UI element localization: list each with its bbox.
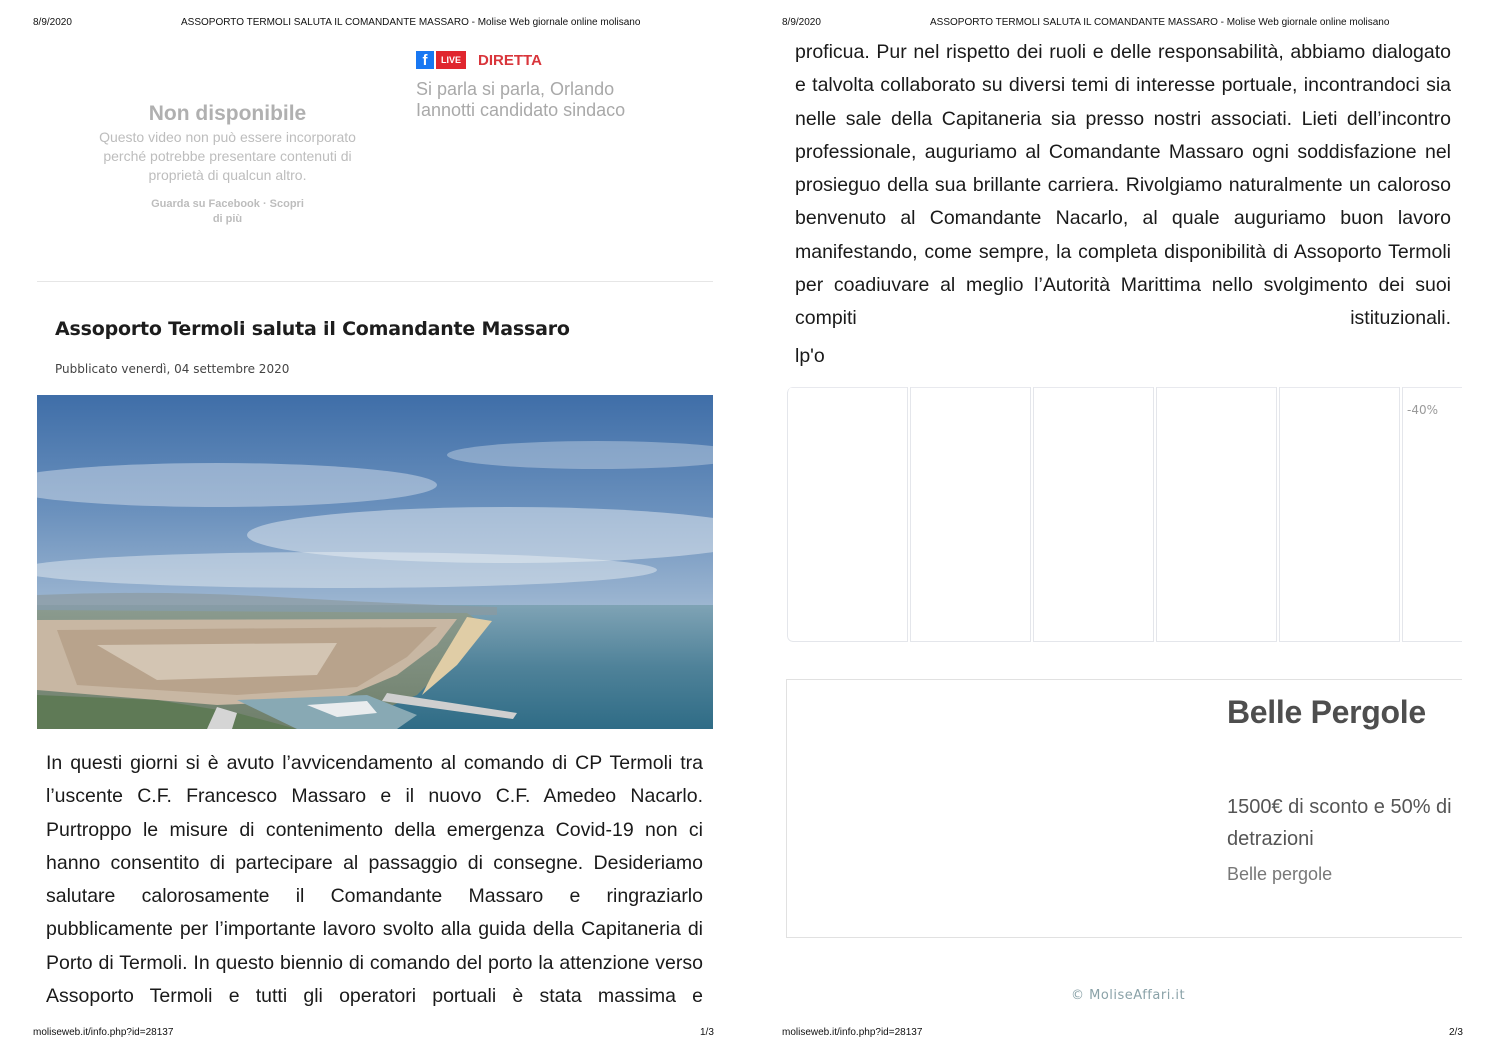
gallery-card[interactable] — [1402, 387, 1462, 642]
print-url: moliseweb.it/info.php?id=28137 — [782, 1027, 923, 1038]
live-label[interactable]: DIRETTA — [478, 51, 542, 69]
embedded-video-unavailable — [80, 102, 375, 227]
ad-title[interactable]: Belle Pergole — [1227, 694, 1426, 730]
gallery-card[interactable] — [1033, 387, 1154, 642]
ad-description: 1500€ di sconto e 50% di detrazioni — [1227, 796, 1452, 850]
gallery-card[interactable] — [910, 387, 1031, 642]
video-unavailable-title: Non disponibile — [148, 102, 307, 125]
print-page-number: 2/3 — [1449, 1027, 1463, 1038]
live-indicator[interactable] — [416, 51, 542, 69]
print-title: ASSOPORTO TERMOLI SALUTA IL COMANDANTE MASSARO - Molise Web giornale online molisano — [930, 17, 1390, 28]
gallery-card[interactable] — [787, 387, 908, 642]
print-date: 8/9/2020 — [33, 17, 72, 28]
article-body-part1: In questi giorni si è avuto l’avvicendamento al comando di CP Termoli tra l’uscente C.F. Francesco Massaro e il nuovo C.F. Amedeo Nacarlo. Purtroppo le misure di contenimento della emergenza Covid-19 non ci hanno consentito di partecipare al passaggio di consegne. Desideriamo salutare calorosamente il Comandante Massaro e ringraziarlo pubblicamente per l’importante lavoro svolto alla guida della Capitaneria di Porto di Termoli. In questo biennio di comando del porto la attenzione verso Assoporto Termoli e tutti gli operatori portuali è stata massima e — [46, 752, 703, 1008]
ad-brand: Belle pergole — [1227, 864, 1333, 884]
sponsored-ad[interactable] — [786, 679, 1462, 938]
article-signature: lp'o — [795, 345, 825, 367]
pdf-page-1 — [0, 0, 748, 1058]
divider — [37, 281, 713, 282]
article-photo-termoli-aerial — [37, 395, 713, 729]
live-badge: LIVE — [436, 51, 466, 69]
product-gallery[interactable] — [787, 387, 1462, 642]
video-facebook-links[interactable]: Guarda su Facebook · Scopri di più — [151, 198, 304, 225]
gallery-card[interactable] — [1156, 387, 1277, 642]
video-unavailable-message: Questo video non può essere incorporato perché potrebbe presentare contenuti di proprietà di qualcun altro. — [99, 129, 356, 183]
article-body-part2: proficua. Pur nel rispetto dei ruoli e delle responsabilità, abbiamo dialogato e talvolta collaborato su diversi temi di interesse portuale, incontrandoci sia nelle sale della Capitaneria sia presso nostri associati. Lieti dell’incontro professionale, auguriamo al Comandante Massaro ogni soddisfazione nel prosieguo della sua brillante carriera. Rivolgiamo naturalmente un caloroso benvenuto al Comandante Nacarlo, al quale auguriamo buon lavoro manifestando, come sempre, la completa disponibilità di Assoporto Termoli per coadiuvare al meglio l’Autorità Marittima nello svolgimento dei suoi compiti istituzionali. — [795, 41, 1451, 330]
article-title: Assoporto Termoli saluta il Comandante Massaro — [55, 318, 570, 340]
print-date: 8/9/2020 — [782, 17, 821, 28]
print-page-number: 1/3 — [700, 1027, 714, 1038]
moliseaffari-credit[interactable]: © MoliseAffari.it — [1071, 988, 1186, 1003]
article-publish-date: Pubblicato venerdì, 04 settembre 2020 — [55, 362, 290, 376]
discount-badge: -40% — [1407, 403, 1439, 417]
gallery-card[interactable] — [1279, 387, 1400, 642]
facebook-icon: f — [416, 51, 434, 69]
live-stream-title[interactable]: Si parla si parla, Orlando Iannotti candidato sindaco — [416, 79, 626, 120]
print-title: ASSOPORTO TERMOLI SALUTA IL COMANDANTE MASSARO - Molise Web giornale online molisano — [181, 17, 641, 28]
print-url: moliseweb.it/info.php?id=28137 — [33, 1027, 174, 1038]
